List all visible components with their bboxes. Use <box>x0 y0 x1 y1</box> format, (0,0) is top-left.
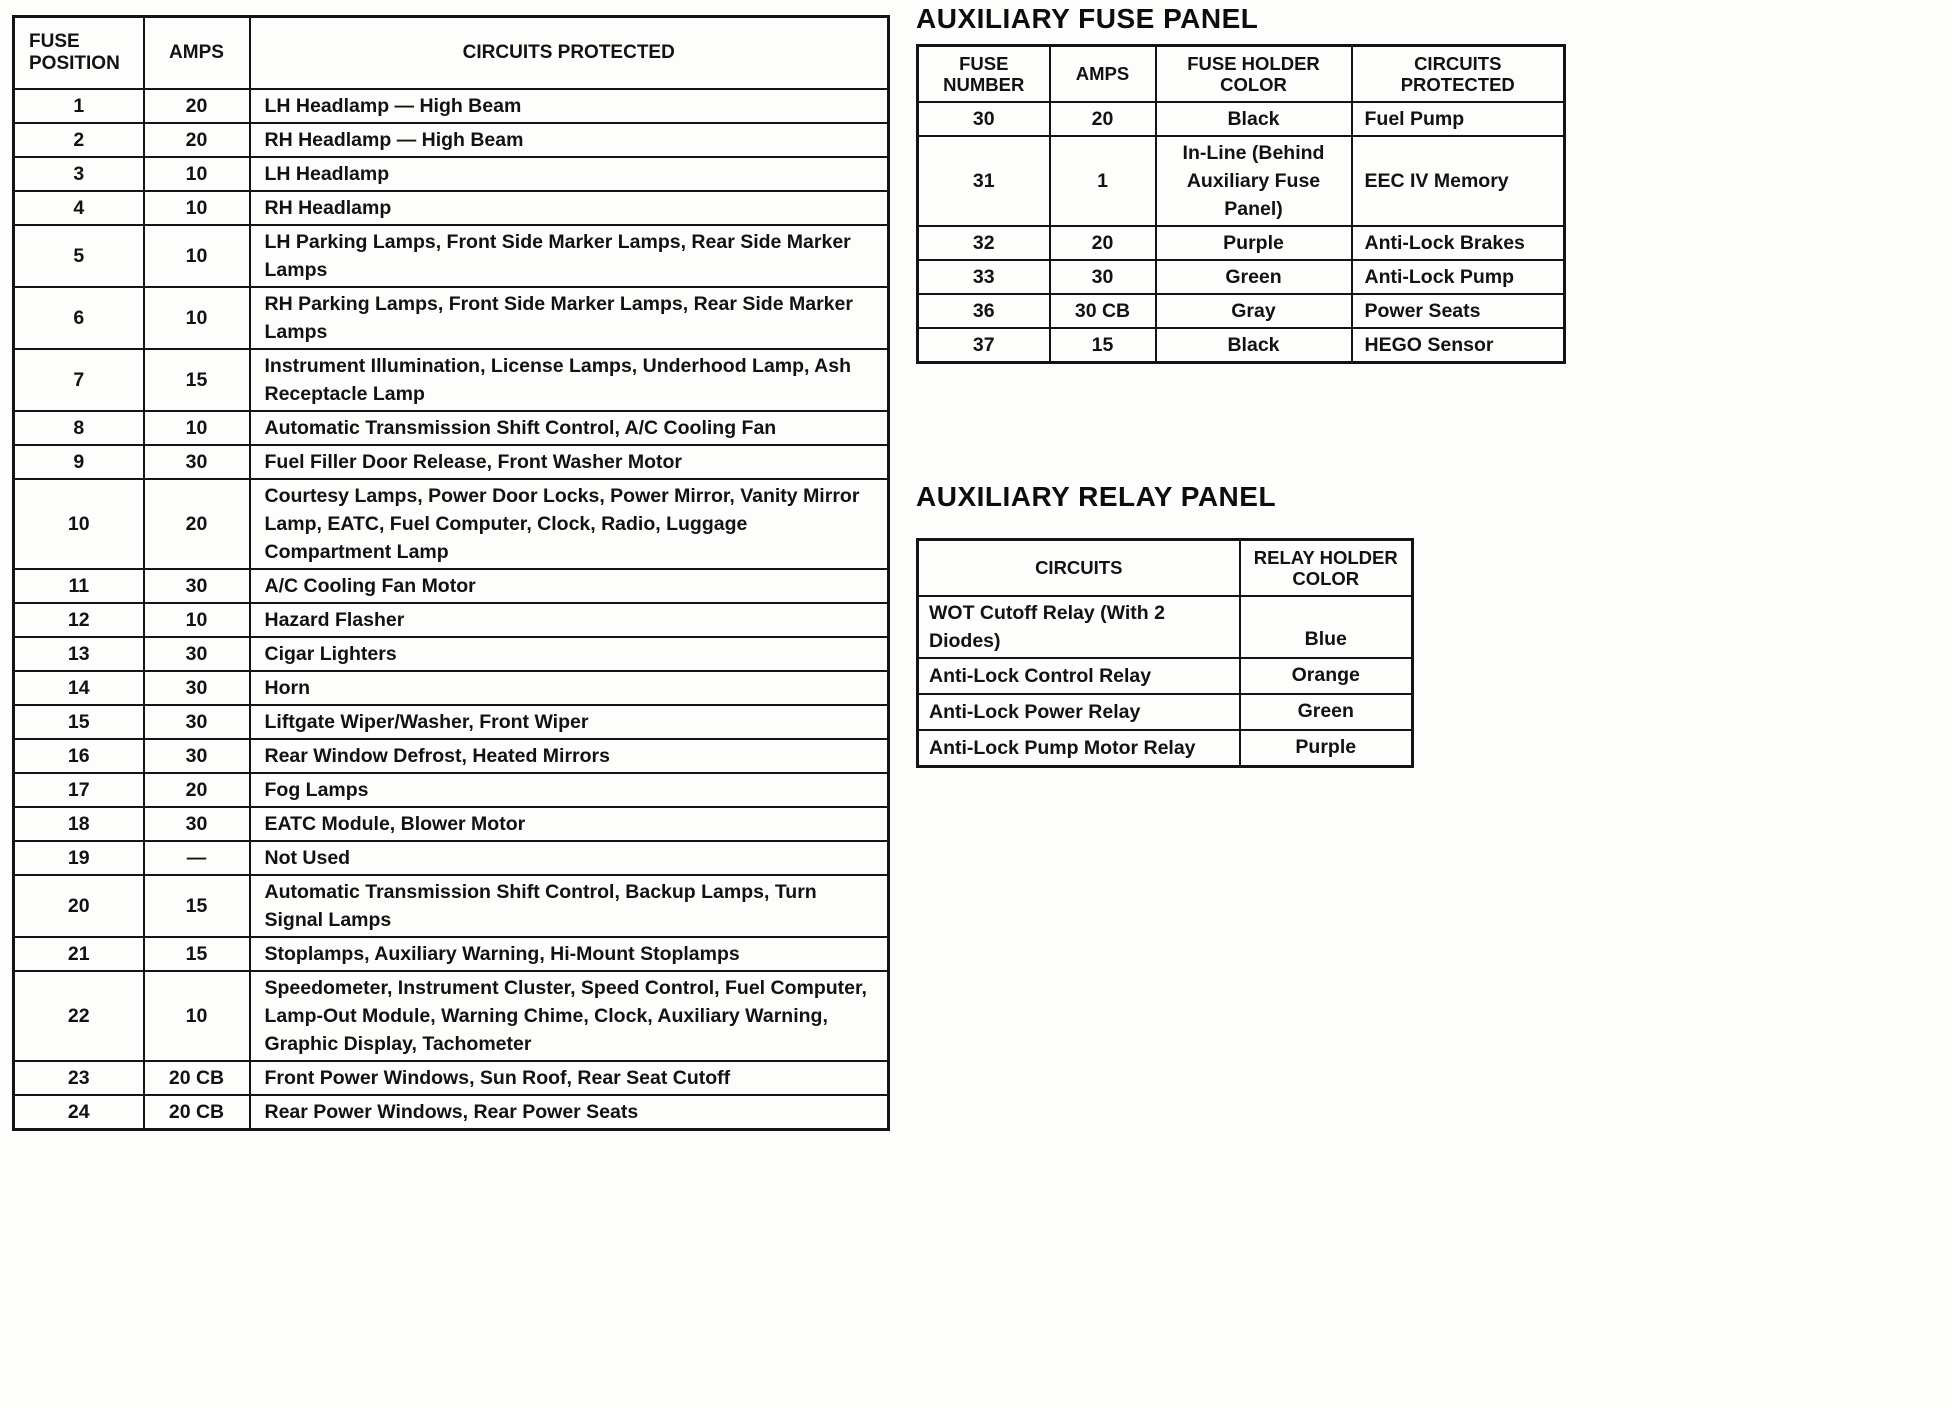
fuse-row <box>14 705 889 739</box>
fuse-position-cell: 19 <box>14 841 144 875</box>
fuse-row <box>14 603 889 637</box>
main-fuse-table <box>12 15 890 1131</box>
fuse-circuits-cell: LH Headlamp — High Beam <box>250 89 889 123</box>
aux-fuse-amps-cell: 15 <box>1050 328 1156 363</box>
fuse-circuits-cell: Rear Window Defrost, Heated Mirrors <box>250 739 889 773</box>
fuse-position-cell: 5 <box>14 225 144 287</box>
fuse-circuits-cell: Instrument Illumination, License Lamps, Underhood Lamp, Ash Receptacle Lamp <box>250 349 889 411</box>
main-header-fuse-position: FUSE POSITION <box>14 17 144 89</box>
aux-header-fuse-holder-color: FUSE HOLDER COLOR <box>1156 46 1352 102</box>
fuse-position-cell: 4 <box>14 191 144 225</box>
fuse-amps-cell: 30 <box>144 739 250 773</box>
aux-fuse-holder-color-cell: Black <box>1156 328 1352 363</box>
fuse-circuits-cell: RH Parking Lamps, Front Side Marker Lamps, Rear Side Marker Lamps <box>250 287 889 349</box>
fuse-row <box>14 807 889 841</box>
fuse-position-cell: 17 <box>14 773 144 807</box>
fuse-amps-cell: 10 <box>144 411 250 445</box>
fuse-position-cell: 18 <box>14 807 144 841</box>
fuse-row <box>14 841 889 875</box>
fuse-position-cell: 1 <box>14 89 144 123</box>
fuse-row <box>14 123 889 157</box>
fuse-circuits-cell: Speedometer, Instrument Cluster, Speed Control, Fuel Computer, Lamp-Out Module, Warning Chime, Clock, Auxiliary Warning, Graphic Display, Tachometer <box>250 971 889 1061</box>
relay-circuits-cell: Anti-Lock Pump Motor Relay <box>918 730 1240 767</box>
fuse-row <box>14 89 889 123</box>
aux-fuse-holder-color-cell: Black <box>1156 102 1352 136</box>
aux-fuse-circuits-cell: Anti-Lock Brakes <box>1352 226 1565 260</box>
aux-fuse-amps-cell: 20 <box>1050 102 1156 136</box>
fuse-circuits-cell: Cigar Lighters <box>250 637 889 671</box>
fuse-amps-cell: 10 <box>144 603 250 637</box>
aux-fuse-row <box>918 328 1565 363</box>
aux-fuse-row <box>918 102 1565 136</box>
relay-holder-color-cell: Blue <box>1240 596 1413 658</box>
fuse-row <box>14 411 889 445</box>
fuse-amps-cell: 15 <box>144 937 250 971</box>
fuse-amps-cell: 20 CB <box>144 1061 250 1095</box>
fuse-position-cell: 11 <box>14 569 144 603</box>
fuse-circuits-cell: Stoplamps, Auxiliary Warning, Hi-Mount Stoplamps <box>250 937 889 971</box>
fuse-circuits-cell: Front Power Windows, Sun Roof, Rear Seat Cutoff <box>250 1061 889 1095</box>
fuse-amps-cell: 20 CB <box>144 1095 250 1130</box>
aux-fuse-circuits-cell: Power Seats <box>1352 294 1565 328</box>
fuse-circuits-cell: Horn <box>250 671 889 705</box>
fuse-position-cell: 2 <box>14 123 144 157</box>
relay-row <box>918 658 1413 694</box>
fuse-circuits-cell: RH Headlamp — High Beam <box>250 123 889 157</box>
aux-fuse-holder-color-cell: In-Line (Behind Auxiliary Fuse Panel) <box>1156 136 1352 226</box>
auxiliary-fuse-table-body <box>918 102 1565 363</box>
aux-fuse-number-cell: 33 <box>918 260 1050 294</box>
fuse-amps-cell: 30 <box>144 569 250 603</box>
fuse-circuits-cell: Hazard Flasher <box>250 603 889 637</box>
fuse-position-cell: 7 <box>14 349 144 411</box>
fuse-position-cell: 13 <box>14 637 144 671</box>
fuse-amps-cell: 30 <box>144 671 250 705</box>
main-fuse-table-body <box>14 89 889 1130</box>
relay-circuits-cell: Anti-Lock Power Relay <box>918 694 1240 730</box>
aux-header-circuits-protected: CIRCUITS PROTECTED <box>1352 46 1565 102</box>
relay-holder-color-cell: Orange <box>1240 658 1413 694</box>
main-header-amps: AMPS <box>144 17 250 89</box>
fuse-circuits-cell: Not Used <box>250 841 889 875</box>
main-header-circuits: CIRCUITS PROTECTED <box>250 17 889 89</box>
aux-fuse-circuits-cell: HEGO Sensor <box>1352 328 1565 363</box>
fuse-circuits-cell: LH Headlamp <box>250 157 889 191</box>
fuse-position-cell: 20 <box>14 875 144 937</box>
fuse-circuits-cell: Fog Lamps <box>250 773 889 807</box>
fuse-amps-cell: 20 <box>144 479 250 569</box>
fuse-row <box>14 875 889 937</box>
fuse-position-cell: 22 <box>14 971 144 1061</box>
relay-circuits-cell: Anti-Lock Control Relay <box>918 658 1240 694</box>
auxiliary-relay-table <box>916 538 1414 768</box>
fuse-row <box>14 445 889 479</box>
relay-header-circuits: CIRCUITS <box>918 540 1240 596</box>
auxiliary-relay-panel-title: AUXILIARY RELAY PANEL <box>916 481 1277 512</box>
fuse-amps-cell: — <box>144 841 250 875</box>
fuse-row <box>14 349 889 411</box>
fuse-row <box>14 1095 889 1130</box>
relay-row <box>918 694 1413 730</box>
fuse-row <box>14 671 889 705</box>
aux-fuse-circuits-cell: EEC IV Memory <box>1352 136 1565 226</box>
fuse-position-cell: 3 <box>14 157 144 191</box>
aux-fuse-number-cell: 37 <box>918 328 1050 363</box>
aux-fuse-amps-cell: 30 <box>1050 260 1156 294</box>
relay-row <box>918 730 1413 767</box>
fuse-row <box>14 971 889 1061</box>
aux-fuse-row <box>918 260 1565 294</box>
fuse-position-cell: 14 <box>14 671 144 705</box>
aux-fuse-amps-cell: 20 <box>1050 226 1156 260</box>
fuse-amps-cell: 30 <box>144 445 250 479</box>
fuse-amps-cell: 15 <box>144 349 250 411</box>
fuse-position-cell: 9 <box>14 445 144 479</box>
fuse-row <box>14 191 889 225</box>
fuse-position-cell: 23 <box>14 1061 144 1095</box>
fuse-amps-cell: 10 <box>144 287 250 349</box>
fuse-row <box>14 569 889 603</box>
fuse-amps-cell: 10 <box>144 225 250 287</box>
aux-fuse-number-cell: 36 <box>918 294 1050 328</box>
aux-fuse-row <box>918 294 1565 328</box>
aux-fuse-circuits-cell: Anti-Lock Pump <box>1352 260 1565 294</box>
fuse-circuits-cell: Fuel Filler Door Release, Front Washer Motor <box>250 445 889 479</box>
fuse-position-cell: 10 <box>14 479 144 569</box>
fuse-circuits-cell: Liftgate Wiper/Washer, Front Wiper <box>250 705 889 739</box>
fuse-row <box>14 225 889 287</box>
fuse-position-cell: 12 <box>14 603 144 637</box>
aux-fuse-amps-cell: 30 CB <box>1050 294 1156 328</box>
aux-fuse-number-cell: 31 <box>918 136 1050 226</box>
fuse-position-cell: 15 <box>14 705 144 739</box>
aux-fuse-circuits-cell: Fuel Pump <box>1352 102 1565 136</box>
fuse-circuits-cell: RH Headlamp <box>250 191 889 225</box>
fuse-amps-cell: 30 <box>144 807 250 841</box>
fuse-amps-cell: 30 <box>144 637 250 671</box>
aux-fuse-row <box>918 226 1565 260</box>
fuse-amps-cell: 30 <box>144 705 250 739</box>
aux-fuse-holder-color-cell: Gray <box>1156 294 1352 328</box>
fuse-position-cell: 16 <box>14 739 144 773</box>
auxiliary-fuse-panel-title: AUXILIARY FUSE PANEL <box>916 3 1259 34</box>
fuse-position-cell: 21 <box>14 937 144 971</box>
relay-holder-color-cell: Purple <box>1240 730 1413 767</box>
aux-header-amps: AMPS <box>1050 46 1156 102</box>
main-fuse-table-header-row <box>14 17 889 89</box>
aux-fuse-holder-color-cell: Green <box>1156 260 1352 294</box>
fuse-amps-cell: 20 <box>144 89 250 123</box>
fuse-circuits-cell: LH Parking Lamps, Front Side Marker Lamps, Rear Side Marker Lamps <box>250 225 889 287</box>
fuse-amps-cell: 20 <box>144 123 250 157</box>
aux-fuse-amps-cell: 1 <box>1050 136 1156 226</box>
fuse-circuits-cell: Automatic Transmission Shift Control, A/C Cooling Fan <box>250 411 889 445</box>
fuse-amps-cell: 10 <box>144 971 250 1061</box>
fuse-row <box>14 479 889 569</box>
fuse-row <box>14 637 889 671</box>
fuse-circuits-cell: Automatic Transmission Shift Control, Backup Lamps, Turn Signal Lamps <box>250 875 889 937</box>
relay-holder-color-cell: Green <box>1240 694 1413 730</box>
fuse-circuits-cell: Rear Power Windows, Rear Power Seats <box>250 1095 889 1130</box>
fuse-amps-cell: 20 <box>144 773 250 807</box>
aux-fuse-number-cell: 30 <box>918 102 1050 136</box>
fuse-amps-cell: 10 <box>144 157 250 191</box>
fuse-row <box>14 1061 889 1095</box>
aux-fuse-row <box>918 136 1565 226</box>
fuse-position-cell: 8 <box>14 411 144 445</box>
fuse-row <box>14 739 889 773</box>
auxiliary-fuse-table <box>916 44 1566 364</box>
auxiliary-relay-table-header-row <box>918 540 1413 596</box>
auxiliary-relay-table-body <box>918 596 1413 767</box>
fuse-row <box>14 773 889 807</box>
relay-circuits-cell: WOT Cutoff Relay (With 2 Diodes) <box>918 596 1240 658</box>
fuse-position-cell: 24 <box>14 1095 144 1130</box>
fuse-row <box>14 157 889 191</box>
relay-header-relay-holder-color: RELAY HOLDER COLOR <box>1240 540 1413 596</box>
relay-row <box>918 596 1413 658</box>
fuse-amps-cell: 15 <box>144 875 250 937</box>
fuse-circuits-cell: EATC Module, Blower Motor <box>250 807 889 841</box>
fuse-circuits-cell: A/C Cooling Fan Motor <box>250 569 889 603</box>
fuse-circuits-cell: Courtesy Lamps, Power Door Locks, Power Mirror, Vanity Mirror Lamp, EATC, Fuel Computer, Clock, Radio, Luggage Compartment Lamp <box>250 479 889 569</box>
fuse-row <box>14 937 889 971</box>
fuse-row <box>14 287 889 349</box>
auxiliary-fuse-table-header-row <box>918 46 1565 102</box>
aux-fuse-number-cell: 32 <box>918 226 1050 260</box>
aux-fuse-holder-color-cell: Purple <box>1156 226 1352 260</box>
fuse-position-cell: 6 <box>14 287 144 349</box>
fuse-amps-cell: 10 <box>144 191 250 225</box>
aux-header-fuse-number: FUSE NUMBER <box>918 46 1050 102</box>
